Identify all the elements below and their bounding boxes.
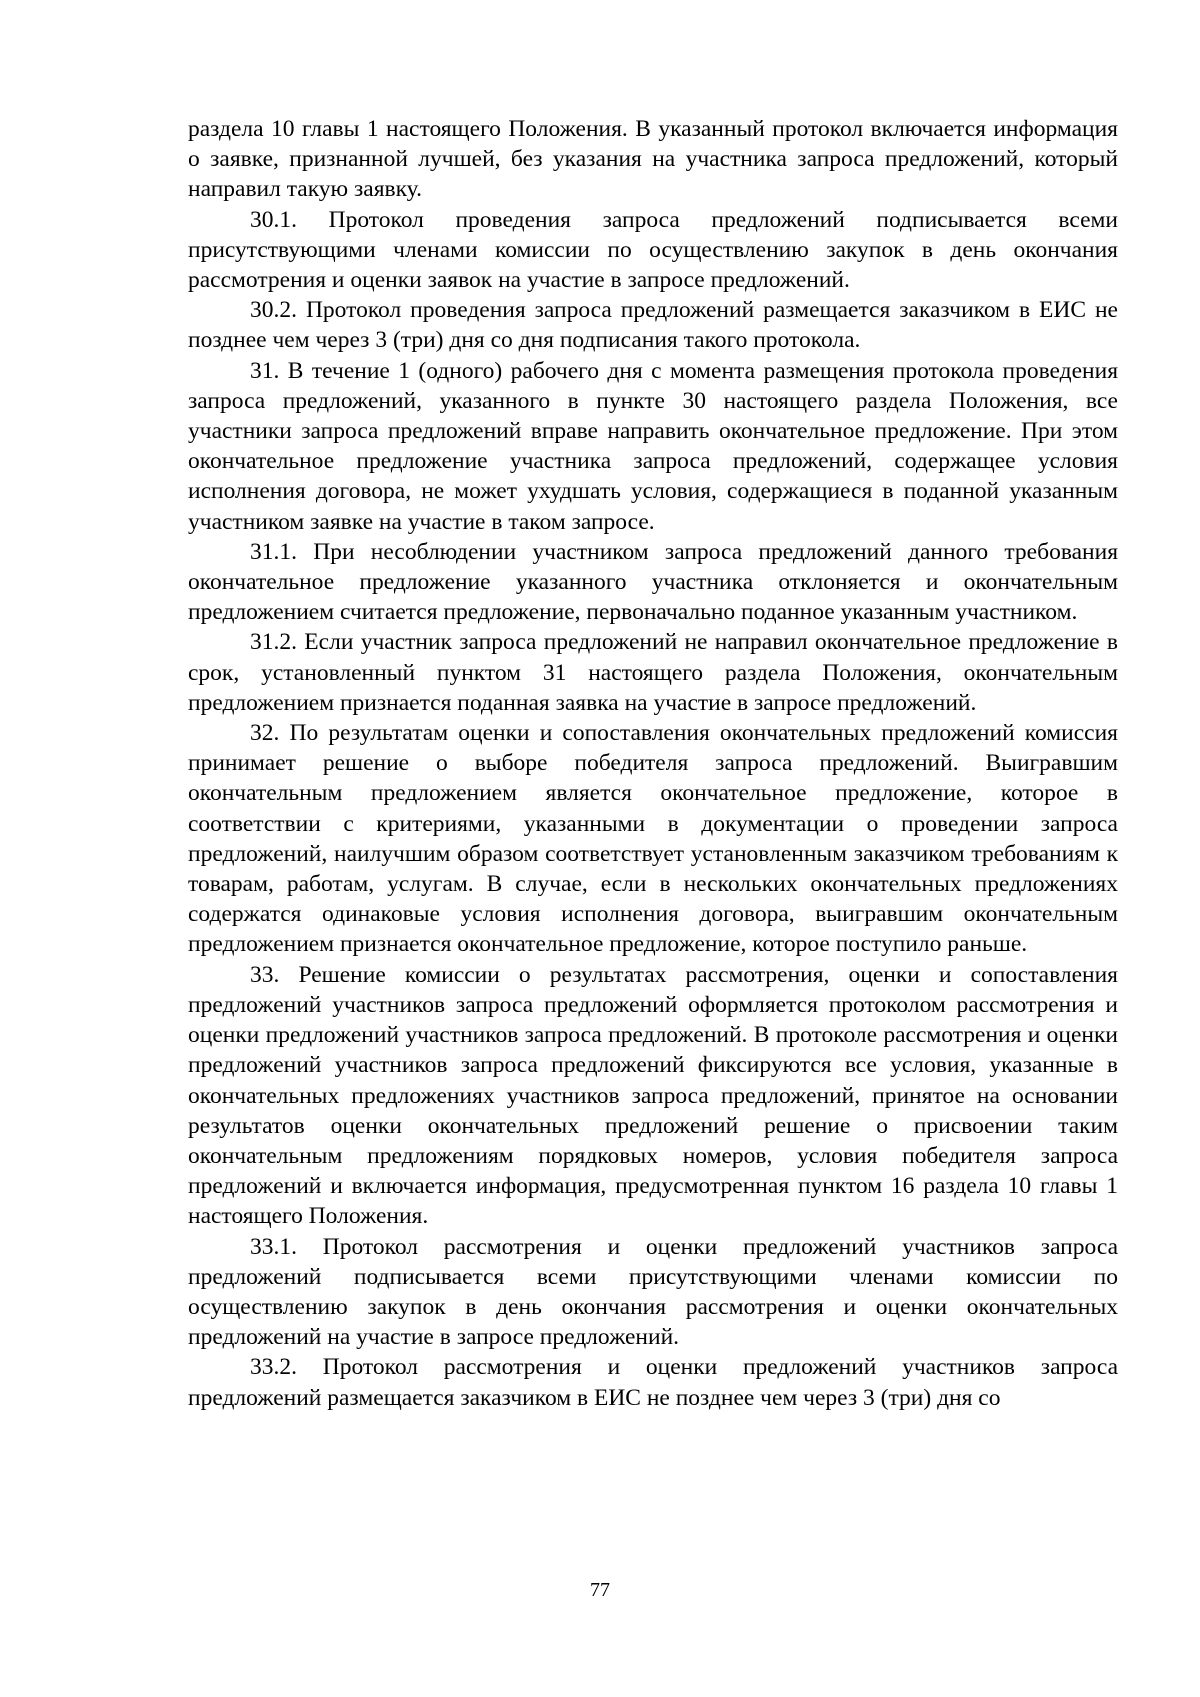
paragraph-33: 33. Решение комиссии о результатах рассмотрения, оценки и сопоставления предложений участников запроса предложений оформляется протоколом рассмотрения и оценки предложений участников запроса предложений. В протоколе рассмотрения и оценки предложений участников запроса предложений фиксируются все условия, указанные в окончательных предложениях участников запроса предложений, принятое на основании результатов оценки окончательных предложений решение о присвоении таким окончательным предложениям порядковых номеров, условия победителя запроса предложений и включается информация, предусмотренная пунктом 16 раздела 10 главы 1 настоящего Положения. [188,961,1118,1230]
paragraph-30-2: 30.2. Протокол проведения запроса предложений размещается заказчиком в ЕИС не позднее чем через 3 (три) дня со дня подписания такого протокола. [188,297,1118,354]
paragraph-33-1: 33.1. Протокол рассмотрения и оценки предложений участников запроса предложений подписывается всеми присутствующими членами комиссии по осуществлению закупок в день окончания рассмотрения и оценки окончательных предложений на участие в запросе предложений. [188,1233,1118,1351]
page-number: 77 [590,1579,610,1601]
document-body [188,114,1118,1413]
paragraph-31: 31. В течение 1 (одного) рабочего дня с момента размещения протокола проведения запроса предложений, указанного в пункте 30 настоящего раздела Положения, все участники запроса предложений вправе направить окончательное предложение. При этом окончательное предложение участника запроса предложений, содержащее условия исполнения договора, не может ухудшать условия, содержащиеся в поданной указанным участником заявке на участие в таком запросе. [188,357,1118,535]
paragraph-32: 32. По результатам оценки и сопоставления окончательных предложений комиссия принимает решение о выборе победителя запроса предложений. Выигравшим окончательным предложением является окончательное предложение, которое в соответствии с критериями, указанными в документации о проведении запроса предложений, наилучшим образом соответствует установленным заказчиком требованиям к товарам, работам, услугам. В случае, если в нескольких окончательных предложениях содержатся одинаковые условия исполнения договора, выигравшим окончательным предложением признается окончательное предложение, которое поступило раньше. [188,720,1118,958]
paragraph-30-1: 30.1. Протокол проведения запроса предложений подписывается всеми присутствующими членами комиссии по осуществлению закупок в день окончания рассмотрения и оценки заявок на участие в запросе предложений. [188,206,1118,294]
paragraph-continuation: раздела 10 главы 1 настоящего Положения. В указанный протокол включается информация о заявке, признанной лучшей, без указания на участника запроса предложений, который направил такую заявку. [188,116,1118,203]
paragraph-31-2: 31.2. Если участник запроса предложений не направил окончательное предложение в срок, установленный пунктом 31 настоящего раздела Положения, окончательным предложением признается поданная заявка на участие в запросе предложений. [188,629,1118,716]
paragraph-31-1: 31.1. При несоблюдении участником запроса предложений данного требования окончательное предложение указанного участника отклоняется и окончательным предложением считается предложение, первоначально поданное указанным участником. [188,538,1118,626]
paragraph-33-2: 33.2. Протокол рассмотрения и оценки предложений участников запроса предложений размещается заказчиком в ЕИС не позднее чем через 3 (три) дня со [188,1354,1118,1411]
